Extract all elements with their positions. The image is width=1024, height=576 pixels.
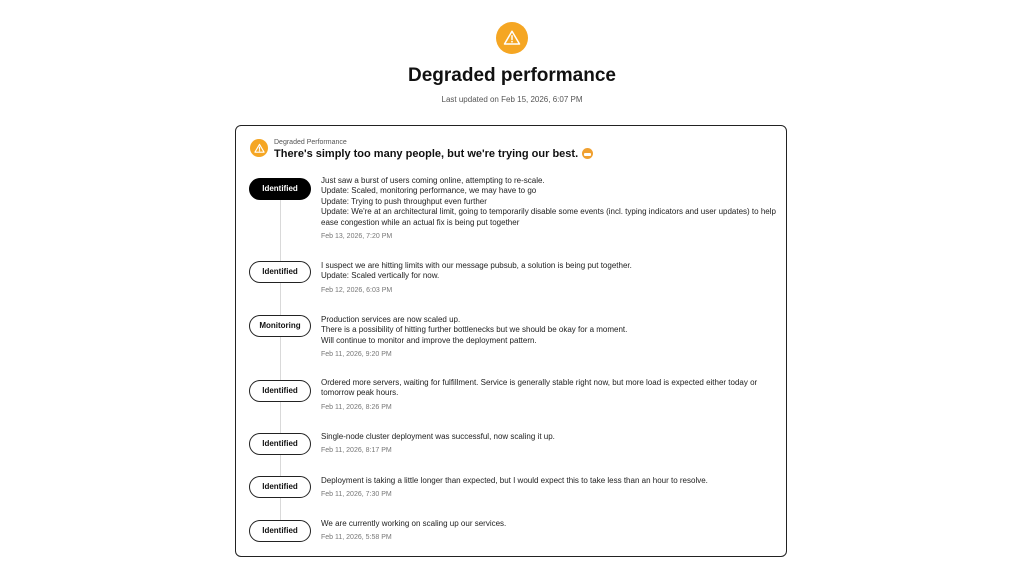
update-timestamp: Feb 11, 2026, 8:26 PM [321, 403, 392, 411]
update-line: Update: Scaled, monitoring performance, we may have to go [321, 186, 537, 196]
status-badge: Identified [249, 380, 311, 402]
status-badge: Identified [249, 433, 311, 455]
update-line: Production services are now scaled up. [321, 315, 461, 324]
update-line: Update: Trying to push throughput even further [321, 196, 487, 206]
update-line: Will continue to monitor and improve the deployment pattern. [321, 335, 537, 345]
update-line: Just saw a burst of users coming online, attempting to re-scale. [321, 176, 545, 185]
update-body [321, 315, 776, 359]
update-timestamp: Feb 11, 2026, 5:58 PM [321, 534, 392, 542]
update-timestamp: Feb 11, 2026, 7:30 PM [321, 491, 392, 499]
warning-triangle-glyph [503, 29, 521, 47]
update-timestamp: Feb 12, 2026, 6:03 PM [321, 286, 393, 294]
update-line: Single-node cluster deployment was successful, now scaling it up. [321, 432, 555, 441]
update-timestamp: Feb 11, 2026, 8:17 PM [321, 447, 392, 455]
incident-status-label: Degraded Performance [274, 139, 347, 146]
last-updated-text: Last updated on Feb 15, 2026, 6:07 PM [441, 95, 583, 104]
status-badge: Identified [249, 476, 311, 498]
update-body [321, 261, 776, 295]
update-line: Ordered more servers, waiting for fulfillment. Service is generally stable right now, but more load is expected either today or tomorrow peak hours. [321, 378, 758, 398]
incident-card [235, 125, 787, 557]
status-badge: Identified [249, 178, 311, 200]
status-badge: Identified [249, 520, 311, 542]
update-body [321, 176, 776, 241]
update-body [321, 519, 776, 542]
update-line: There is a possibility of hitting further bottlenecks but we should be okay for a moment. [321, 325, 628, 335]
incident-title [274, 147, 593, 161]
page-title: Degraded performance [407, 65, 616, 86]
status-badge: Monitoring [249, 315, 311, 337]
warning-triangle-glyph [254, 143, 265, 154]
update-body [321, 378, 776, 412]
update-line: Deployment is taking a little longer than expected, but I would expect this to take less than an hour to resolve. [321, 476, 708, 485]
update-body [321, 432, 776, 455]
update-line: Update: We're at an architectural limit, going to temporarily disable some events (incl. typing indicators and user updates) to help ease congestion while an actual fix is being put together [321, 207, 776, 227]
update-line: I suspect we are hitting limits with our message pubsub, a solution is being put together. [321, 261, 632, 270]
update-body [321, 476, 776, 499]
grimacing-face-emoji-icon [582, 148, 593, 159]
update-line: Update: Scaled vertically for now. [321, 271, 440, 281]
update-line: We are currently working on scaling up our services. [321, 519, 507, 528]
status-badge: Identified [249, 261, 311, 283]
incident-warning-icon [250, 139, 268, 157]
update-timestamp: Feb 13, 2026, 7:20 PM [321, 233, 393, 241]
update-timestamp: Feb 11, 2026, 9:20 PM [321, 351, 392, 359]
warning-icon [496, 22, 528, 54]
incident-title-text: There's simply too many people, but we're trying our best. [274, 148, 579, 160]
